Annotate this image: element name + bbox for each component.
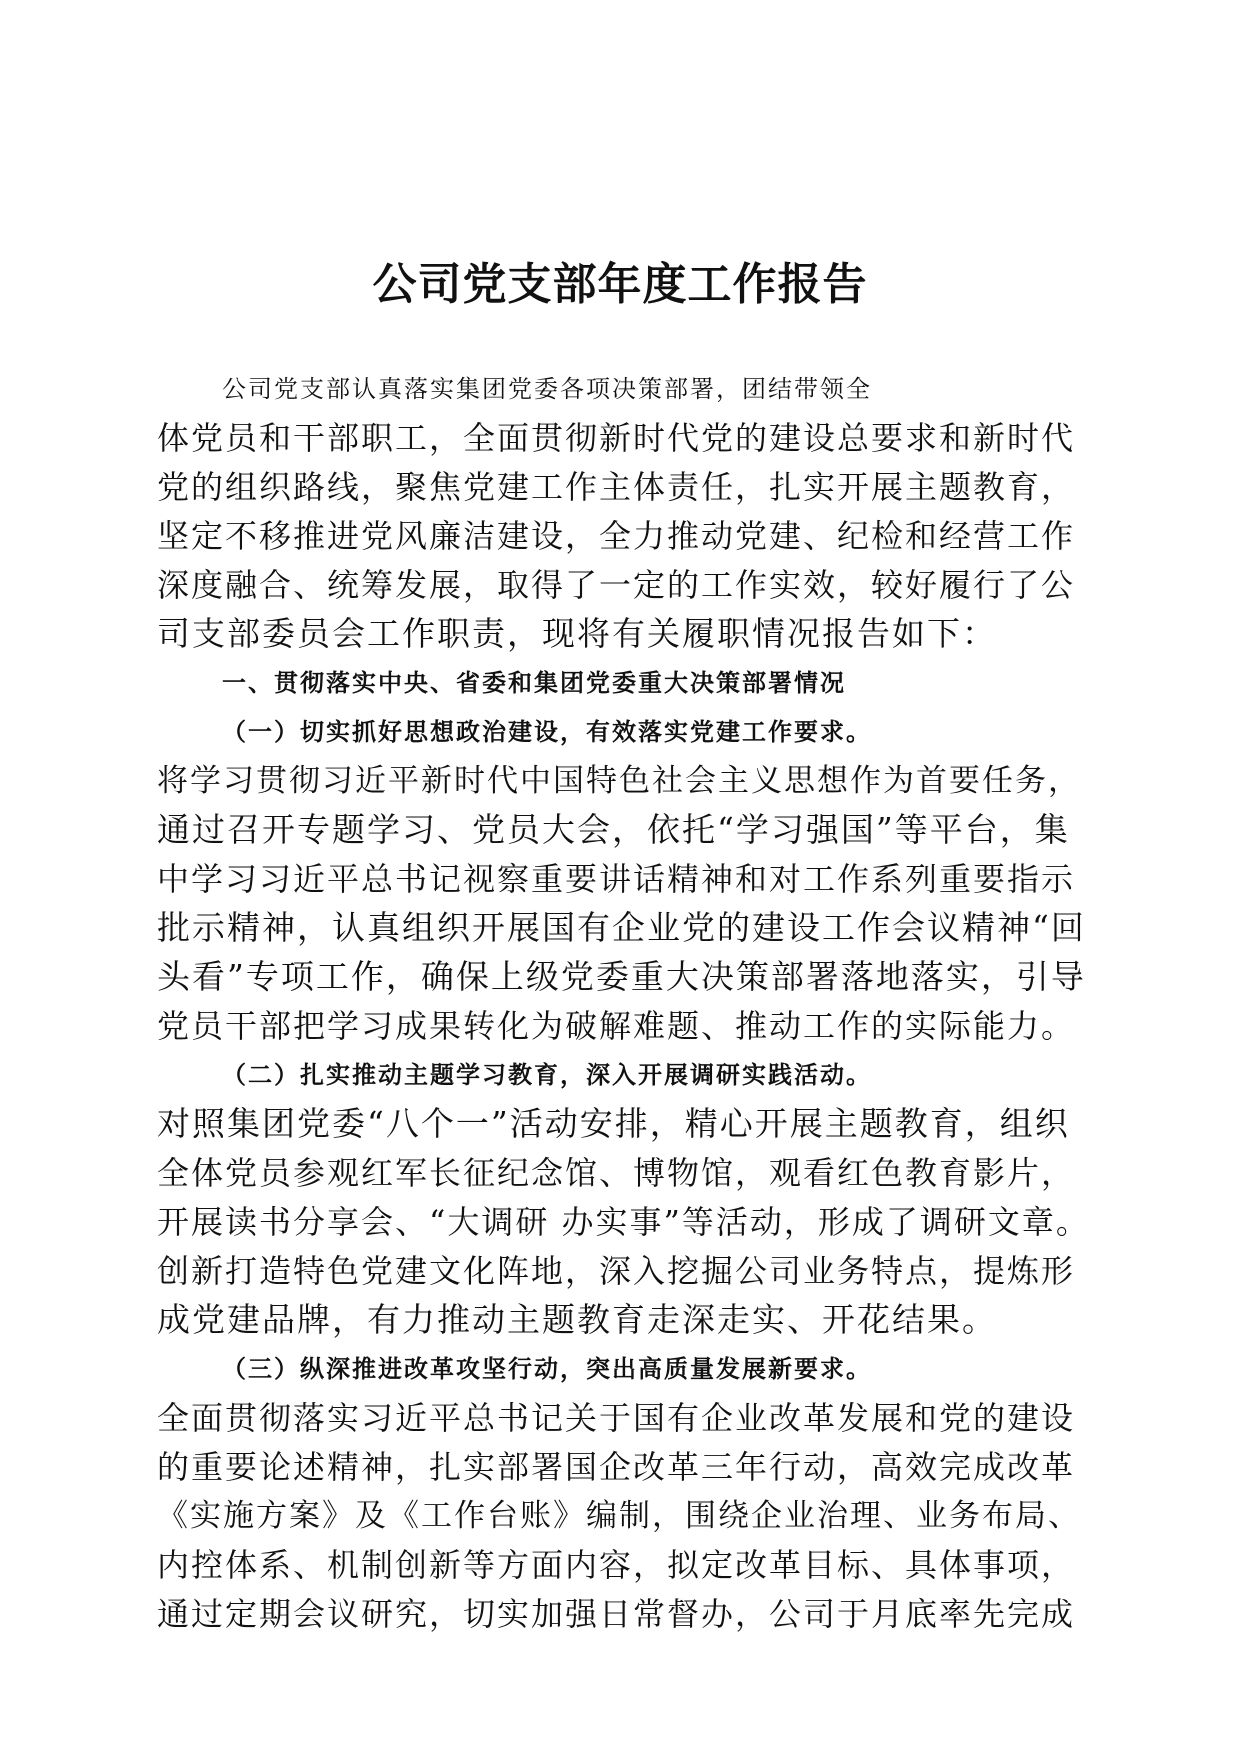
body-line: 成党建品牌，有力推动主题教育走深走实、开花结果。 bbox=[157, 1300, 997, 1339]
subsection-heading: （三）纵深推进改革攻坚行动，突出高质量发展新要求。 bbox=[222, 1354, 872, 1383]
body-line: 中学习习近平总书记视察重要讲话精神和对工作系列重要指示 bbox=[157, 860, 1076, 898]
body-line: 创新打造特色党建文化阵地，深入挖掘公司业务特点，提炼形 bbox=[157, 1252, 1076, 1290]
body-line: 党员干部把学习成果转化为破解难题、推动工作的实际能力。 bbox=[157, 1007, 1076, 1045]
body-line: 公司党支部认真落实集团党委各项决策部署，团结带领全 bbox=[222, 375, 872, 403]
body-line: 全面贯彻落实习近平总书记关于国有企业改革发展和党的建设 bbox=[157, 1399, 1076, 1437]
body-line: 头看”专项工作，确保上级党委重大决策部署落地落实，引导 bbox=[157, 957, 1086, 996]
section-heading: 一、贯彻落实中央、省委和集团党委重大决策部署情况 bbox=[222, 668, 846, 697]
body-line: 司支部委员会工作职责，现将有关履职情况报告如下： bbox=[157, 614, 997, 653]
body-line: 开展读书分享会、“大调研 办实事”等活动，形成了调研文章。 bbox=[157, 1203, 1090, 1241]
document-title: 公司党支部年度工作报告 bbox=[372, 259, 868, 310]
body-line: 对照集团党委“八个一”活动安排，精心开展主题教育，组织 bbox=[157, 1104, 1070, 1143]
body-line: 将学习贯彻习近平新时代中国特色社会主义思想作为首要任务， bbox=[157, 763, 1081, 799]
body-line: 《实施方案》及《工作台账》编制，围绕企业治理、业务布局、 bbox=[157, 1498, 1081, 1534]
body-line: 体党员和干部职工，全面贯彻新时代党的建设总要求和新时代 bbox=[157, 419, 1076, 457]
body-line: 全体党员参观红军长征纪念馆、博物馆，观看红色教育影片， bbox=[157, 1154, 1076, 1192]
body-line: 批示精神，认真组织开展国有企业党的建设工作会议精神“回 bbox=[157, 908, 1086, 947]
body-line: 党的组织路线，聚焦党建工作主体责任，扎实开展主题教育， bbox=[157, 468, 1076, 506]
subsection-heading: （二）扎实推动主题学习教育，深入开展调研实践活动。 bbox=[222, 1060, 872, 1089]
body-line: 坚定不移推进党风廉洁建设，全力推动党建、纪检和经营工作 bbox=[157, 517, 1076, 555]
body-line: 深度融合、统筹发展，取得了一定的工作实效，较好履行了公 bbox=[157, 566, 1076, 604]
body-line: 通过召开专题学习、党员大会，依托“学习强国”等平台，集 bbox=[157, 810, 1070, 849]
body-line: 内控体系、机制创新等方面内容，拟定改革目标、具体事项， bbox=[157, 1546, 1076, 1584]
body-line: 的重要论述精神，扎实部署国企改革三年行动，高效完成改革 bbox=[157, 1448, 1076, 1486]
subsection-heading: （一）切实抓好思想政治建设，有效落实党建工作要求。 bbox=[222, 717, 872, 746]
body-line: 通过定期会议研究，切实加强日常督办，公司于月底率先完成 bbox=[157, 1595, 1076, 1633]
